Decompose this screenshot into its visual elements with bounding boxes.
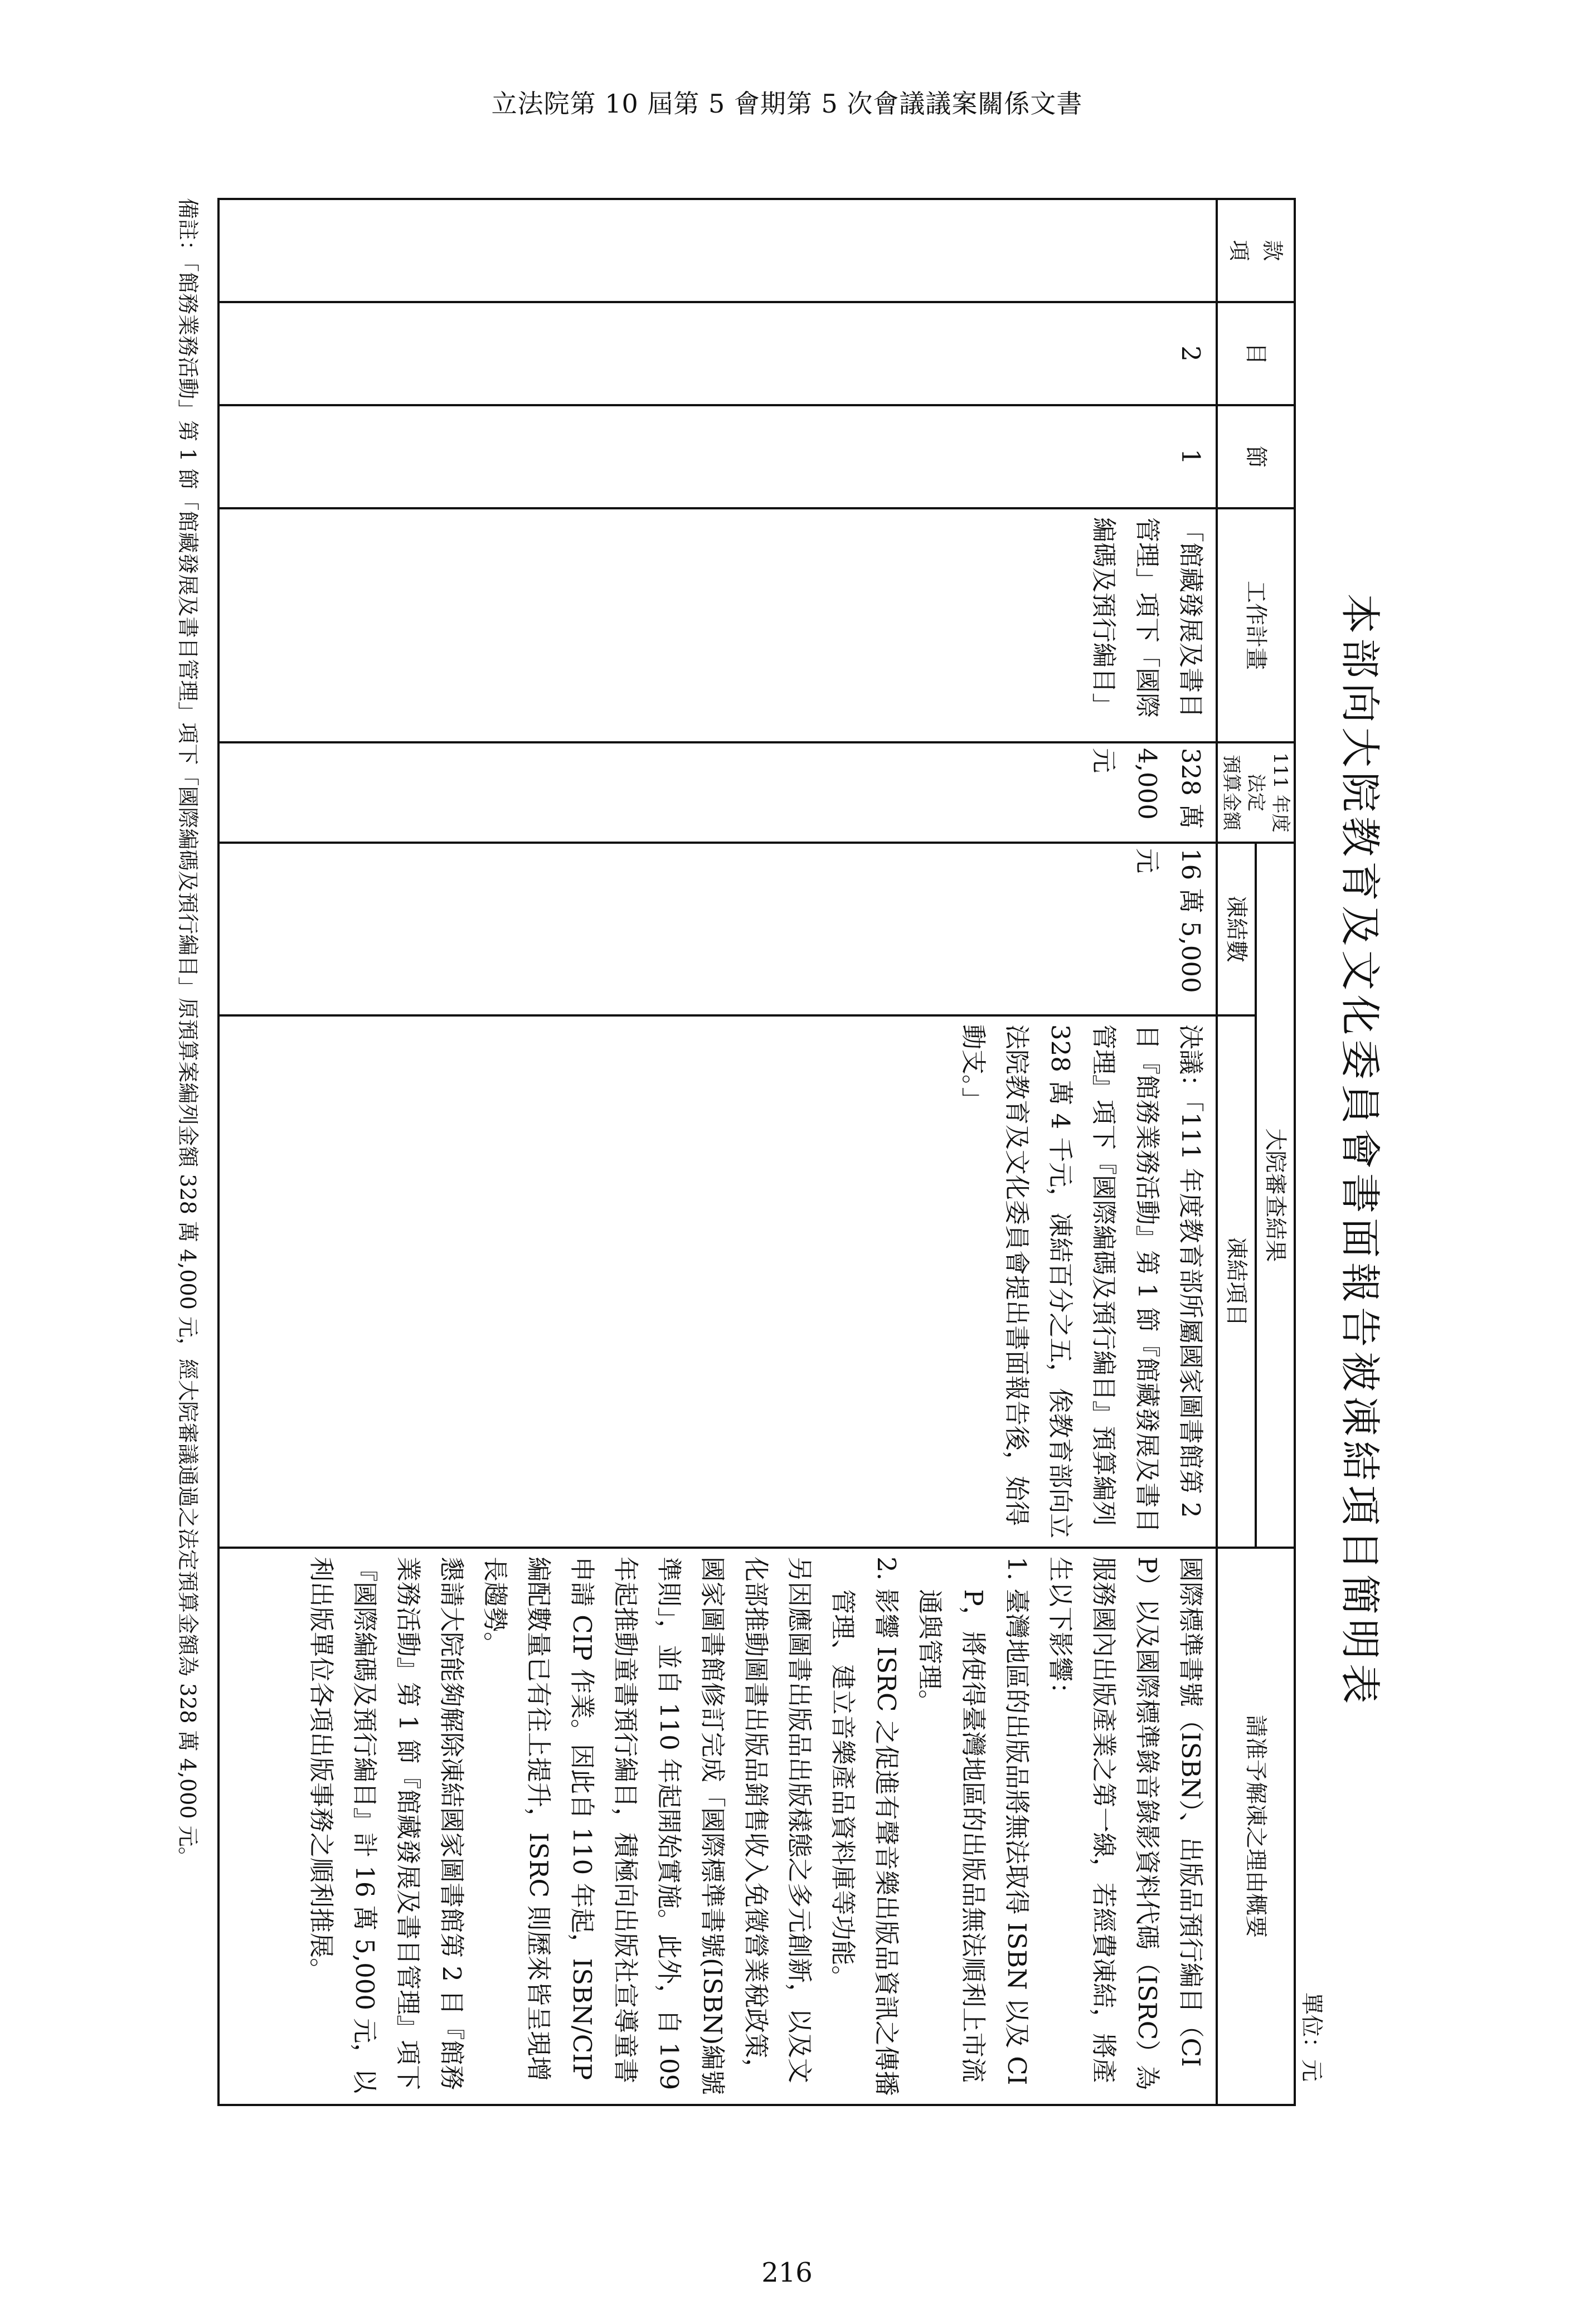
unit-label: 單位：元 xyxy=(1299,1992,1324,2082)
header-review-result: 大院審查結果 xyxy=(1256,843,1295,1548)
header-budget-line2: 預算金額 xyxy=(1220,755,1242,830)
header-work-plan: 工作計畫 xyxy=(1217,508,1295,742)
cell-reason xyxy=(218,1548,1217,2105)
header-budget-line1: 111 年度法定 xyxy=(1245,752,1291,833)
running-header: 立法院第 10 屆第 5 會期第 5 次會議議案關係文書 xyxy=(491,89,1083,119)
header-frozen-item: 凍結項目 xyxy=(1217,1015,1256,1548)
reason-item-1: 1. 臺灣地區的出版品將無法取得 ISBN 以及 CIP，將使得臺灣地區的出版品無法順利上市流通與管理。 xyxy=(915,1557,1032,2085)
frozen-items-table xyxy=(217,198,1296,2106)
document-title: 本部向大院教育及文化委員會書面報告被凍結項目簡明表 xyxy=(1337,593,1383,1708)
footnote: 備註：「館務業務活動」第 1 節「館藏發展及書目管理」項下「國際編碼及預行編目」原預算案編列金額 328 萬 4,000 元，經大院審議通過之法定預算金額為 328 萬 4,000 元。 xyxy=(176,198,200,1868)
cell-frozen-amount: 16 萬 5,000 元 xyxy=(218,843,1217,1015)
header-xiang: 項 xyxy=(1227,240,1251,261)
reason-body: 另因應圖書出版品出版樣態之多元創新，以及文化部推動圖書出版品銷售收入免徵營業稅政策，國家圖書館修訂完成「國際標準書號(ISBN)編號準則」，並自 110 年起開始實施。此外，自 109 年起推動童書預行編目，積極向出版社宣導童書申請 CIP 作業。因此自 110 年起，ISBN/CIP 編配數量已有往上提升，ISRC 則歷來皆呈現增長趨勢。 xyxy=(480,1557,814,2096)
header-reason: 請准予解凍之理由概要 xyxy=(1217,1548,1295,2105)
cell-frozen-item: 決議：「111 年度教育部所屬國家圖書館第 2 目『館務業務活動』第 1 節『館藏發展及書目管理』項下『國際編碼及預行編目』預算編列 328 萬 4 千元，凍結百分之五，俟教育部向立法院教育及文化委員會提出書面報告後，始得動支。」 xyxy=(218,1015,1217,1548)
table-row xyxy=(218,199,1217,2105)
header-jie: 節 xyxy=(1217,405,1295,508)
rotated-content xyxy=(134,198,1388,2104)
reason-closing: 懇請大院能夠解除凍結國家圖書館第 2 目『館務業務活動』第 1 節『館藏發展及書目管理』項下『國際編碼及預行編目』計 16 萬 5,000 元，以利出版單位各項出版事務之順利推展。 xyxy=(307,1557,467,2094)
cell-kuan xyxy=(218,199,1217,302)
cell-budget-amount: 328 萬 4,000 元 xyxy=(218,742,1217,843)
cell-mu: 2 xyxy=(218,302,1217,405)
header-budget-amount xyxy=(1217,742,1295,843)
cell-work-plan: 「館藏發展及書目管理」項下「國際編碼及預行編目」 xyxy=(218,508,1217,742)
reason-item-2: 2. 影響 ISRC 之促進有聲音樂出版品資訊之傳播管理、建立音樂產品資料庫等功能。 xyxy=(828,1557,901,2096)
header-kuan-xiang xyxy=(1217,199,1295,302)
header-mu: 目 xyxy=(1217,302,1295,405)
cell-jie: 1 xyxy=(218,405,1217,508)
header-kuan: 款 xyxy=(1260,240,1285,261)
page-number: 216 xyxy=(761,2257,813,2288)
reason-intro: 國際標準書號（ISBN）、出版品預行編目（CIP）以及國際標準錄音錄影資料代碼（ISRC）為服務國內出版產業之第一線，若經費凍結，將產生以下影響： xyxy=(1046,1557,1206,2090)
header-frozen-amount: 凍結數 xyxy=(1217,843,1256,1015)
